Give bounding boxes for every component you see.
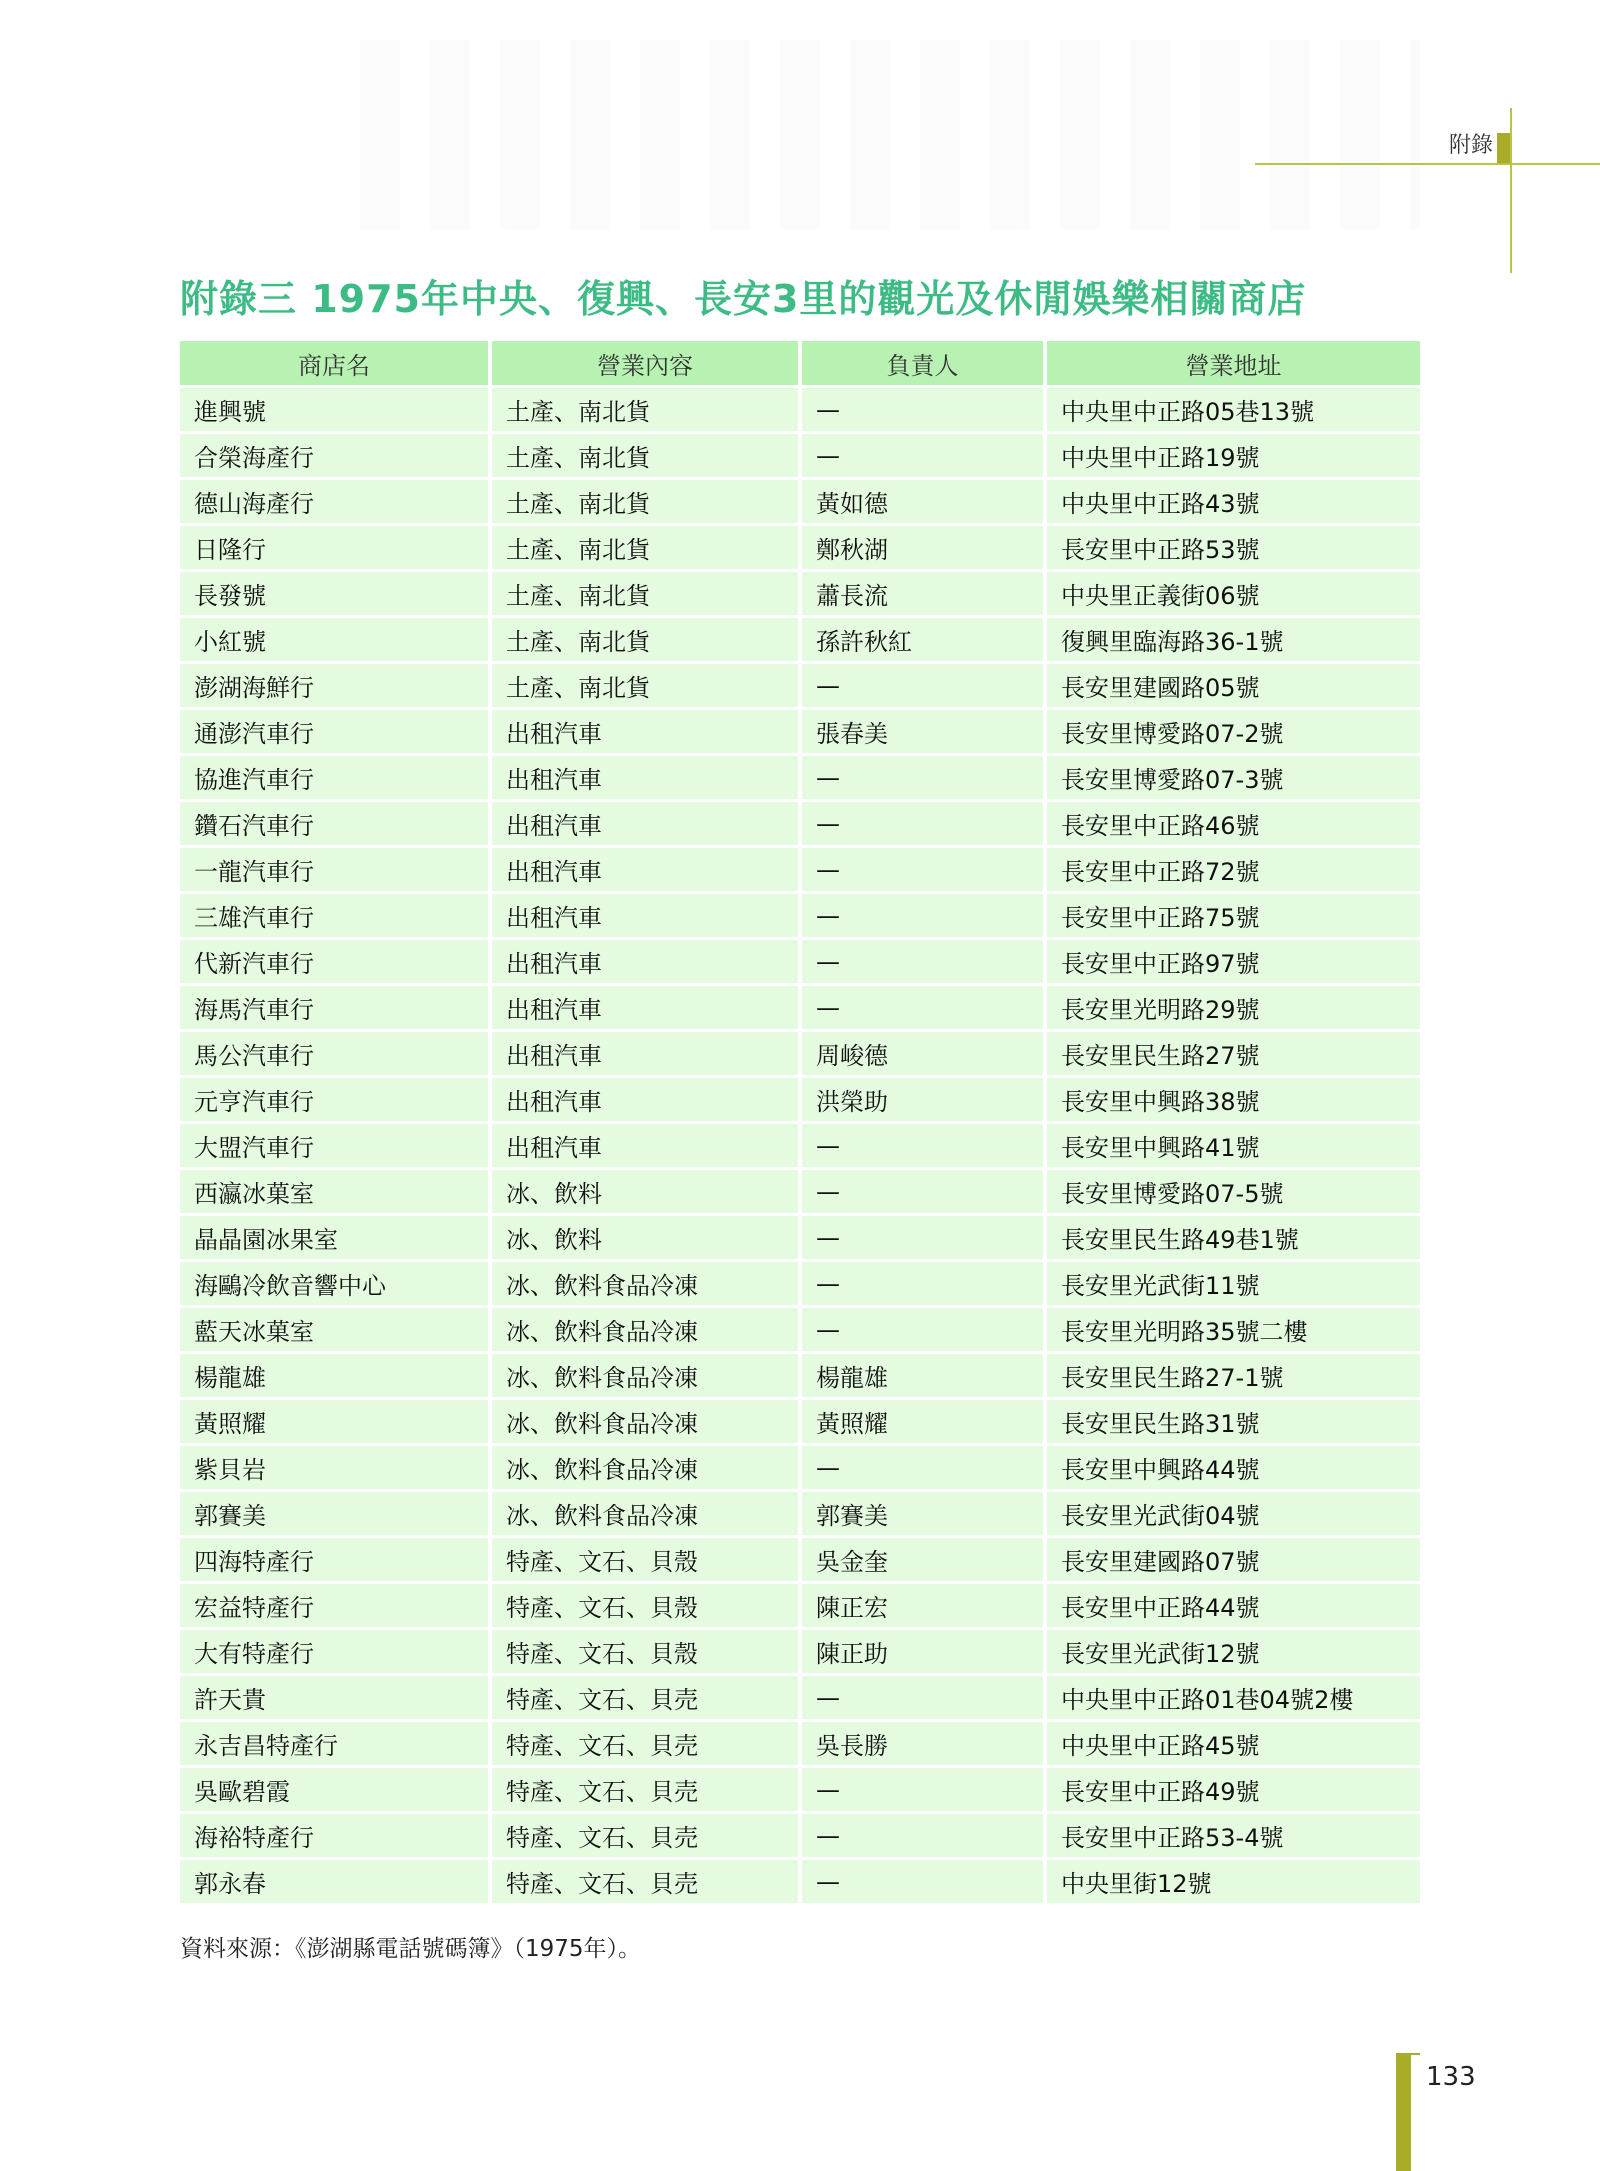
address-cell: 長安里建國路07號 — [1045, 1537, 1420, 1583]
address-cell: 長安里中正路53-4號 — [1045, 1813, 1420, 1859]
table-row — [180, 1629, 1420, 1675]
owner-cell: 張春美 — [800, 709, 1045, 755]
address-cell: 中央里中正路19號 — [1045, 433, 1420, 479]
header-rule — [1255, 163, 1600, 165]
table-row — [180, 571, 1420, 617]
shop-name-cell: 一龍汽車行 — [180, 847, 490, 893]
shop-name-cell: 海裕特產行 — [180, 1813, 490, 1859]
header-vertical-rule — [1510, 108, 1512, 273]
table-row — [180, 1721, 1420, 1767]
address-cell: 中央里中正路45號 — [1045, 1721, 1420, 1767]
owner-cell: 黃如德 — [800, 479, 1045, 525]
business-cell: 土產、南北貨 — [490, 479, 800, 525]
business-cell: 出租汽車 — [490, 893, 800, 939]
owner-cell: 吳長勝 — [800, 1721, 1045, 1767]
shop-name-cell: 晶晶園冰果室 — [180, 1215, 490, 1261]
owner-cell: — — [800, 1307, 1045, 1353]
owner-cell: — — [800, 1123, 1045, 1169]
owner-cell: — — [800, 433, 1045, 479]
shop-name-cell: 黃照耀 — [180, 1399, 490, 1445]
table-body — [180, 387, 1420, 1905]
owner-cell: — — [800, 985, 1045, 1031]
table-row — [180, 893, 1420, 939]
shop-name-cell: 三雄汽車行 — [180, 893, 490, 939]
business-cell: 冰、飲料食品冷凍 — [490, 1491, 800, 1537]
business-cell: 特產、文石、貝売 — [490, 1767, 800, 1813]
owner-cell: 陳正助 — [800, 1629, 1045, 1675]
table-row — [180, 1215, 1420, 1261]
owner-cell: 黃照耀 — [800, 1399, 1045, 1445]
table-row — [180, 801, 1420, 847]
table-row — [180, 1077, 1420, 1123]
shop-name-cell: 長發號 — [180, 571, 490, 617]
shop-name-cell: 大有特產行 — [180, 1629, 490, 1675]
table-row — [180, 755, 1420, 801]
table-row — [180, 1169, 1420, 1215]
address-cell: 長安里民生路27號 — [1045, 1031, 1420, 1077]
address-cell: 長安里中興路44號 — [1045, 1445, 1420, 1491]
address-cell: 長安里建國路05號 — [1045, 663, 1420, 709]
business-cell: 冰、飲料 — [490, 1215, 800, 1261]
table-header-row — [180, 341, 1420, 387]
table-row — [180, 939, 1420, 985]
address-cell: 長安里博愛路07-5號 — [1045, 1169, 1420, 1215]
column-header-shop-name: 商店名 — [180, 341, 490, 387]
table-row — [180, 663, 1420, 709]
shop-name-cell: 郭賽美 — [180, 1491, 490, 1537]
owner-cell: 周峻德 — [800, 1031, 1045, 1077]
table-row — [180, 1031, 1420, 1077]
address-cell: 中央里街12號 — [1045, 1859, 1420, 1905]
business-cell: 土產、南北貨 — [490, 663, 800, 709]
table-row — [180, 1491, 1420, 1537]
table-row — [180, 433, 1420, 479]
business-cell: 冰、飲料食品冷凍 — [490, 1307, 800, 1353]
business-cell: 冰、飲料食品冷凍 — [490, 1445, 800, 1491]
business-cell: 土產、南北貨 — [490, 387, 800, 433]
business-cell: 特產、文石、貝売 — [490, 1859, 800, 1905]
business-cell: 特產、文石、貝売 — [490, 1675, 800, 1721]
shop-name-cell: 代新汽車行 — [180, 939, 490, 985]
shop-name-cell: 大盟汽車行 — [180, 1123, 490, 1169]
table-row — [180, 1537, 1420, 1583]
table-row — [180, 1307, 1420, 1353]
table-row — [180, 1399, 1420, 1445]
table-row — [180, 617, 1420, 663]
shop-name-cell: 進興號 — [180, 387, 490, 433]
business-cell: 出租汽車 — [490, 1123, 800, 1169]
address-cell: 長安里中興路41號 — [1045, 1123, 1420, 1169]
shop-name-cell: 小紅號 — [180, 617, 490, 663]
business-cell: 土產、南北貨 — [490, 433, 800, 479]
address-cell: 長安里民生路49巷1號 — [1045, 1215, 1420, 1261]
shop-name-cell: 西瀛冰菓室 — [180, 1169, 490, 1215]
table-row — [180, 479, 1420, 525]
table-row — [180, 985, 1420, 1031]
shop-name-cell: 日隆行 — [180, 525, 490, 571]
shop-name-cell: 鑽石汽車行 — [180, 801, 490, 847]
table-row — [180, 1583, 1420, 1629]
table-row — [180, 1353, 1420, 1399]
shop-name-cell: 海鷗冷飲音響中心 — [180, 1261, 490, 1307]
page-title: 附錄三 1975年中央、復興、長安3里的觀光及休閒娛樂相關商店 — [180, 277, 1307, 321]
business-cell: 出租汽車 — [490, 709, 800, 755]
column-header-business: 營業內容 — [490, 341, 800, 387]
shop-name-cell: 四海特產行 — [180, 1537, 490, 1583]
header-marker — [1497, 133, 1510, 163]
owner-cell: — — [800, 1169, 1045, 1215]
business-cell: 出租汽車 — [490, 847, 800, 893]
shop-name-cell: 德山海產行 — [180, 479, 490, 525]
table-row — [180, 709, 1420, 755]
shop-name-cell: 永吉昌特產行 — [180, 1721, 490, 1767]
business-cell: 土產、南北貨 — [490, 525, 800, 571]
address-cell: 長安里光武街12號 — [1045, 1629, 1420, 1675]
table-row — [180, 1813, 1420, 1859]
owner-cell: — — [800, 1445, 1045, 1491]
table-row — [180, 387, 1420, 433]
owner-cell: 洪榮助 — [800, 1077, 1045, 1123]
table-row — [180, 1767, 1420, 1813]
shop-name-cell: 協進汽車行 — [180, 755, 490, 801]
address-cell: 中央里正義街06號 — [1045, 571, 1420, 617]
address-cell: 長安里博愛路07-2號 — [1045, 709, 1420, 755]
background-texture — [360, 40, 1420, 230]
shop-name-cell: 宏益特產行 — [180, 1583, 490, 1629]
owner-cell: — — [800, 663, 1045, 709]
owner-cell: 鄭秋湖 — [800, 525, 1045, 571]
page-number-bar — [1396, 2053, 1411, 2171]
business-cell: 出租汽車 — [490, 985, 800, 1031]
owner-cell: — — [800, 1813, 1045, 1859]
owner-cell: — — [800, 755, 1045, 801]
table-row — [180, 1445, 1420, 1491]
owner-cell: — — [800, 893, 1045, 939]
source-note: 資料來源：《澎湖縣電話號碼簿》（1975年）。 — [180, 1936, 642, 1962]
address-cell: 中央里中正路43號 — [1045, 479, 1420, 525]
shop-name-cell: 澎湖海鮮行 — [180, 663, 490, 709]
address-cell: 長安里中正路72號 — [1045, 847, 1420, 893]
address-cell: 長安里光明路29號 — [1045, 985, 1420, 1031]
business-cell: 冰、飲料食品冷凍 — [490, 1261, 800, 1307]
address-cell: 長安里中正路75號 — [1045, 893, 1420, 939]
owner-cell: 蕭長流 — [800, 571, 1045, 617]
business-cell: 冰、飲料食品冷凍 — [490, 1399, 800, 1445]
business-cell: 冰、飲料 — [490, 1169, 800, 1215]
owner-cell: 陳正宏 — [800, 1583, 1045, 1629]
owner-cell: — — [800, 1767, 1045, 1813]
address-cell: 長安里中正路97號 — [1045, 939, 1420, 985]
business-cell: 出租汽車 — [490, 801, 800, 847]
table-row — [180, 1261, 1420, 1307]
address-cell: 長安里中正路46號 — [1045, 801, 1420, 847]
shop-name-cell: 吳歐碧霞 — [180, 1767, 490, 1813]
business-cell: 出租汽車 — [490, 755, 800, 801]
address-cell: 中央里中正路01巷04號2樓 — [1045, 1675, 1420, 1721]
table-row — [180, 525, 1420, 571]
business-cell: 特產、文石、貝殼 — [490, 1537, 800, 1583]
owner-cell: — — [800, 387, 1045, 433]
table-row — [180, 1675, 1420, 1721]
owner-cell: — — [800, 1215, 1045, 1261]
shop-name-cell: 藍天冰菓室 — [180, 1307, 490, 1353]
owner-cell: — — [800, 1261, 1045, 1307]
shop-name-cell: 紫貝岩 — [180, 1445, 490, 1491]
address-cell: 中央里中正路05巷13號 — [1045, 387, 1420, 433]
business-cell: 特產、文石、貝売 — [490, 1721, 800, 1767]
address-cell: 長安里民生路31號 — [1045, 1399, 1420, 1445]
shop-name-cell: 楊龍雄 — [180, 1353, 490, 1399]
address-cell: 長安里中正路44號 — [1045, 1583, 1420, 1629]
business-cell: 出租汽車 — [490, 1031, 800, 1077]
shop-name-cell: 馬公汽車行 — [180, 1031, 490, 1077]
table-row — [180, 1859, 1420, 1905]
address-cell: 長安里光武街11號 — [1045, 1261, 1420, 1307]
owner-cell: — — [800, 1675, 1045, 1721]
shop-name-cell: 郭永春 — [180, 1859, 490, 1905]
business-cell: 出租汽車 — [490, 939, 800, 985]
owner-cell: — — [800, 1859, 1045, 1905]
address-cell: 長安里民生路27-1號 — [1045, 1353, 1420, 1399]
business-cell: 特產、文石、貝殼 — [490, 1629, 800, 1675]
table-row — [180, 1123, 1420, 1169]
shop-name-cell: 海馬汽車行 — [180, 985, 490, 1031]
shops-table — [180, 341, 1420, 1906]
business-cell: 冰、飲料食品冷凍 — [490, 1353, 800, 1399]
owner-cell: — — [800, 847, 1045, 893]
column-header-owner: 負責人 — [800, 341, 1045, 387]
column-header-address: 營業地址 — [1045, 341, 1420, 387]
business-cell: 出租汽車 — [490, 1077, 800, 1123]
owner-cell: 楊龍雄 — [800, 1353, 1045, 1399]
business-cell: 特產、文石、貝殼 — [490, 1583, 800, 1629]
address-cell: 長安里光明路35號二樓 — [1045, 1307, 1420, 1353]
page-number: 133 — [1426, 2062, 1476, 2092]
table-row — [180, 847, 1420, 893]
owner-cell: 孫許秋紅 — [800, 617, 1045, 663]
shop-name-cell: 通澎汽車行 — [180, 709, 490, 755]
address-cell: 長安里光武街04號 — [1045, 1491, 1420, 1537]
shop-name-cell: 合榮海產行 — [180, 433, 490, 479]
owner-cell: 郭賽美 — [800, 1491, 1045, 1537]
shop-name-cell: 許天貴 — [180, 1675, 490, 1721]
address-cell: 長安里中興路38號 — [1045, 1077, 1420, 1123]
business-cell: 土產、南北貨 — [490, 617, 800, 663]
business-cell: 特產、文石、貝売 — [490, 1813, 800, 1859]
address-cell: 復興里臨海路36-1號 — [1045, 617, 1420, 663]
business-cell: 土產、南北貨 — [490, 571, 800, 617]
owner-cell: — — [800, 939, 1045, 985]
owner-cell: 吳金奎 — [800, 1537, 1045, 1583]
address-cell: 長安里博愛路07-3號 — [1045, 755, 1420, 801]
address-cell: 長安里中正路49號 — [1045, 1767, 1420, 1813]
owner-cell: — — [800, 801, 1045, 847]
address-cell: 長安里中正路53號 — [1045, 525, 1420, 571]
section-label: 附錄 — [1448, 133, 1493, 158]
shop-name-cell: 元亨汽車行 — [180, 1077, 490, 1123]
